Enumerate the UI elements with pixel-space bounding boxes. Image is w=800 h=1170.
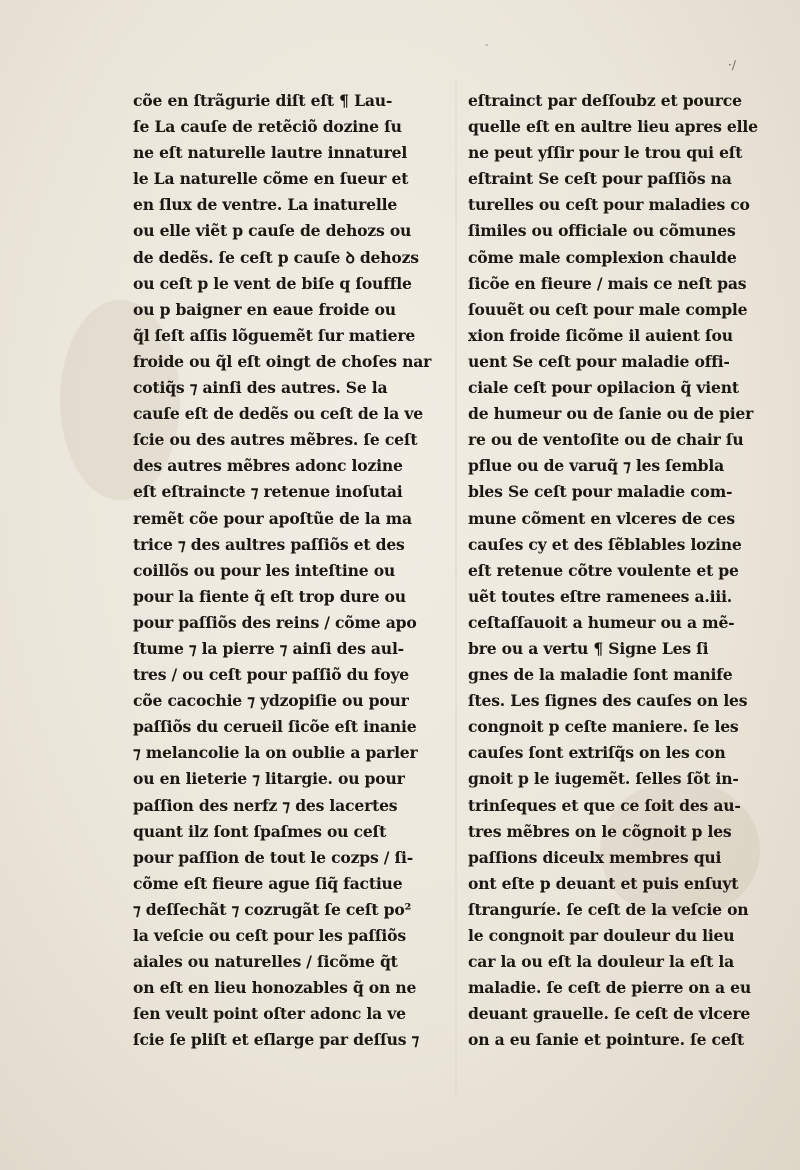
text-line: eſtraint Se ceſt pour paſſiõs na [468, 169, 732, 189]
text-line: la veſcie ou ceſt pour les paſſiõs [133, 926, 406, 945]
text-line: pour paſſiõs des reins / cõme apo [133, 612, 417, 632]
text-line: ou ceſt p le vent de biſe q ſouffle [133, 273, 412, 293]
top-mark: - [485, 40, 489, 51]
text-line: cõe en ſtrãgurie diſt eſt ¶ Lau- [133, 91, 393, 110]
text-line: le La naturelle cõme en ſueur et [133, 169, 409, 189]
text-line: pflue ou de varuq̃ ⁊ les ſembla [468, 456, 724, 476]
text-line: re ou de ventoſite ou de chair ſu [468, 430, 744, 450]
text-line: ne eſt naturelle lautre innaturel [133, 143, 408, 163]
text-line: cõe cacochie ⁊ ydzopiſie ou pour [133, 691, 409, 711]
text-line: trinſeques et que ce ſoit des au- [468, 795, 741, 815]
text-line: eſtrainct par deſſoubz et pource [468, 91, 742, 110]
text-line: ou p baigner en eaue froide ou [133, 299, 396, 319]
text-line: ſimiles ou officiale ou cõmunes [468, 221, 736, 241]
text-line: car la ou eſt la douleur la eſt la [468, 952, 734, 972]
text-line: de humeur ou de ſanie ou de pier [468, 404, 754, 424]
text-line: deuant grauelle. ſe ceſt de vlcere [468, 1004, 751, 1024]
text-line: froide ou q̃l eſt oingt de choſes nar [133, 351, 432, 371]
text-line: de dedẽs. ſe ceſt p cauſe ꝺ dehozs [133, 247, 419, 267]
text-line: quant ilz ſont ſpaſmes ou ceſt [133, 821, 387, 841]
text-line: q̃l ſeſt aſſis lõguemẽt ſur matiere [133, 325, 416, 345]
text-line: cauſe eſt de dedẽs ou ceſt de la ve [133, 404, 423, 424]
text-line: xion froide ſicõme il auient ſou [468, 325, 733, 345]
text-line: remẽt cõe pour apoſtũe de la ma [133, 508, 412, 528]
text-line: ſtume ⁊ la pierre ⁊ ainſi des aul- [133, 638, 404, 658]
text-line: cõme eſt fieure ague ſiq̃ factiue [133, 873, 403, 893]
text-line: ſicõe en fieure / mais ce neſt pas [468, 273, 747, 293]
text-line: ciale ceſt pour opilacion q̃ vient [468, 378, 739, 398]
text-line: mune cõment en vlceres de ces [468, 508, 735, 528]
text-line: uẽt toutes eſtre ramenees a.iii. [468, 586, 733, 606]
text-line: le congnoit par douleur du lieu [468, 926, 735, 945]
text-line: uent Se ceſt pour maladie offi- [468, 351, 730, 371]
right-text-column [468, 88, 788, 1053]
text-line: eſt retenue cõtre voulente et pe [468, 560, 739, 580]
text-line: tres mẽbres on le cõgnoit p les [468, 821, 732, 841]
text-line: paſſion des nerfz ⁊ des lacertes [133, 795, 398, 815]
text-line: ſcie ſe pliſt et eſlarge par deſſus ⁊ [133, 1030, 420, 1050]
text-line: ou en lieterie ⁊ litargie. ou pour [133, 769, 405, 789]
text-line: on a eu ſanie et pointure. ſe ceſt [468, 1030, 745, 1050]
text-line: cauſes cy et des ſẽblables lozine [468, 534, 742, 554]
text-line: congnoit p ceſte maniere. ſe les [468, 717, 739, 737]
text-line: tres / ou ceſt pour paſſiõ du foye [133, 665, 410, 685]
text-line: on eſt en lieu honozables q̃ on ne [133, 978, 417, 998]
text-line: ſtranguríe. ſe ceſt de la veſcie on [468, 899, 749, 919]
left-text-column [133, 88, 451, 1053]
text-line: maladie. ſe ceſt de pierre on a eu [468, 978, 751, 998]
text-line: ou elle viẽt p cauſe de dehozs ou [133, 221, 412, 241]
column-gutter [455, 80, 457, 1100]
text-line: cauſes ſont extriſq̃s on les con [468, 743, 726, 763]
text-line: eſt eſtraincte ⁊ retenue inoſutai [133, 482, 403, 502]
text-line: paſſions diceulx membres qui [468, 847, 722, 867]
text-line: ne peut yſſir pour le trou qui eſt [468, 143, 743, 163]
text-line: ceſtaſſauoit a humeur ou a mẽ- [468, 612, 735, 632]
text-line: bles Se ceſt pour maladie com- [468, 482, 733, 502]
text-line: ⁊ deſſechãt ⁊ cozrugãt ſe ceſt po² [133, 899, 412, 919]
text-line: ⁊ melancolie la on oublie a parler [133, 743, 418, 763]
text-line: turelles ou ceſt pour maladies co [468, 195, 750, 215]
text-line: ſen veult point oſter adonc la ve [133, 1004, 406, 1024]
text-line: trice ⁊ des aultres paſſiõs et des [133, 534, 405, 554]
text-line: cotiq̃s ⁊ ainſi des autres. Se la [133, 378, 388, 398]
text-line: gnes de la maladie ſont manife [468, 665, 733, 685]
text-line: ſtes. Les ſignes des cauſes on les [468, 691, 748, 711]
text-line: en ſlux de ventre. La inaturelle [133, 195, 398, 215]
text-line: coillõs ou pour les inteſtine ou [133, 560, 396, 580]
text-line: aiales ou naturelles / ſicõme q̃t [133, 952, 398, 972]
text-line: cõme male complexion chaulde [468, 247, 737, 267]
text-line: pour paſſion de tout le cozps / ſi- [133, 847, 413, 867]
text-line: des autres mẽbres adonc lozine [133, 456, 403, 476]
text-line: bre ou a vertu ¶ Signe Les ſi [468, 638, 709, 658]
text-line: ont eſte p deuant et puis enſuyt [468, 873, 739, 893]
text-line: paſſiõs du cerueil ſicõe eſt inanie [133, 717, 417, 737]
text-line: ſe La cauſe de retẽciõ dozine ſu [133, 117, 402, 137]
text-line: gnoit p le iugemẽt. ſelles ſõt in- [468, 769, 739, 789]
corner-mark: ·∕ [728, 58, 736, 72]
text-line: quelle eſt en aultre lieu apres elle [468, 117, 758, 137]
text-line: pour la fiente q̃ eſt trop dure ou [133, 586, 406, 606]
text-line: ſouuẽt ou ceſt pour male comple [468, 299, 748, 319]
text-line: ſcie ou des autres mẽbres. ſe ceſt [133, 430, 418, 450]
